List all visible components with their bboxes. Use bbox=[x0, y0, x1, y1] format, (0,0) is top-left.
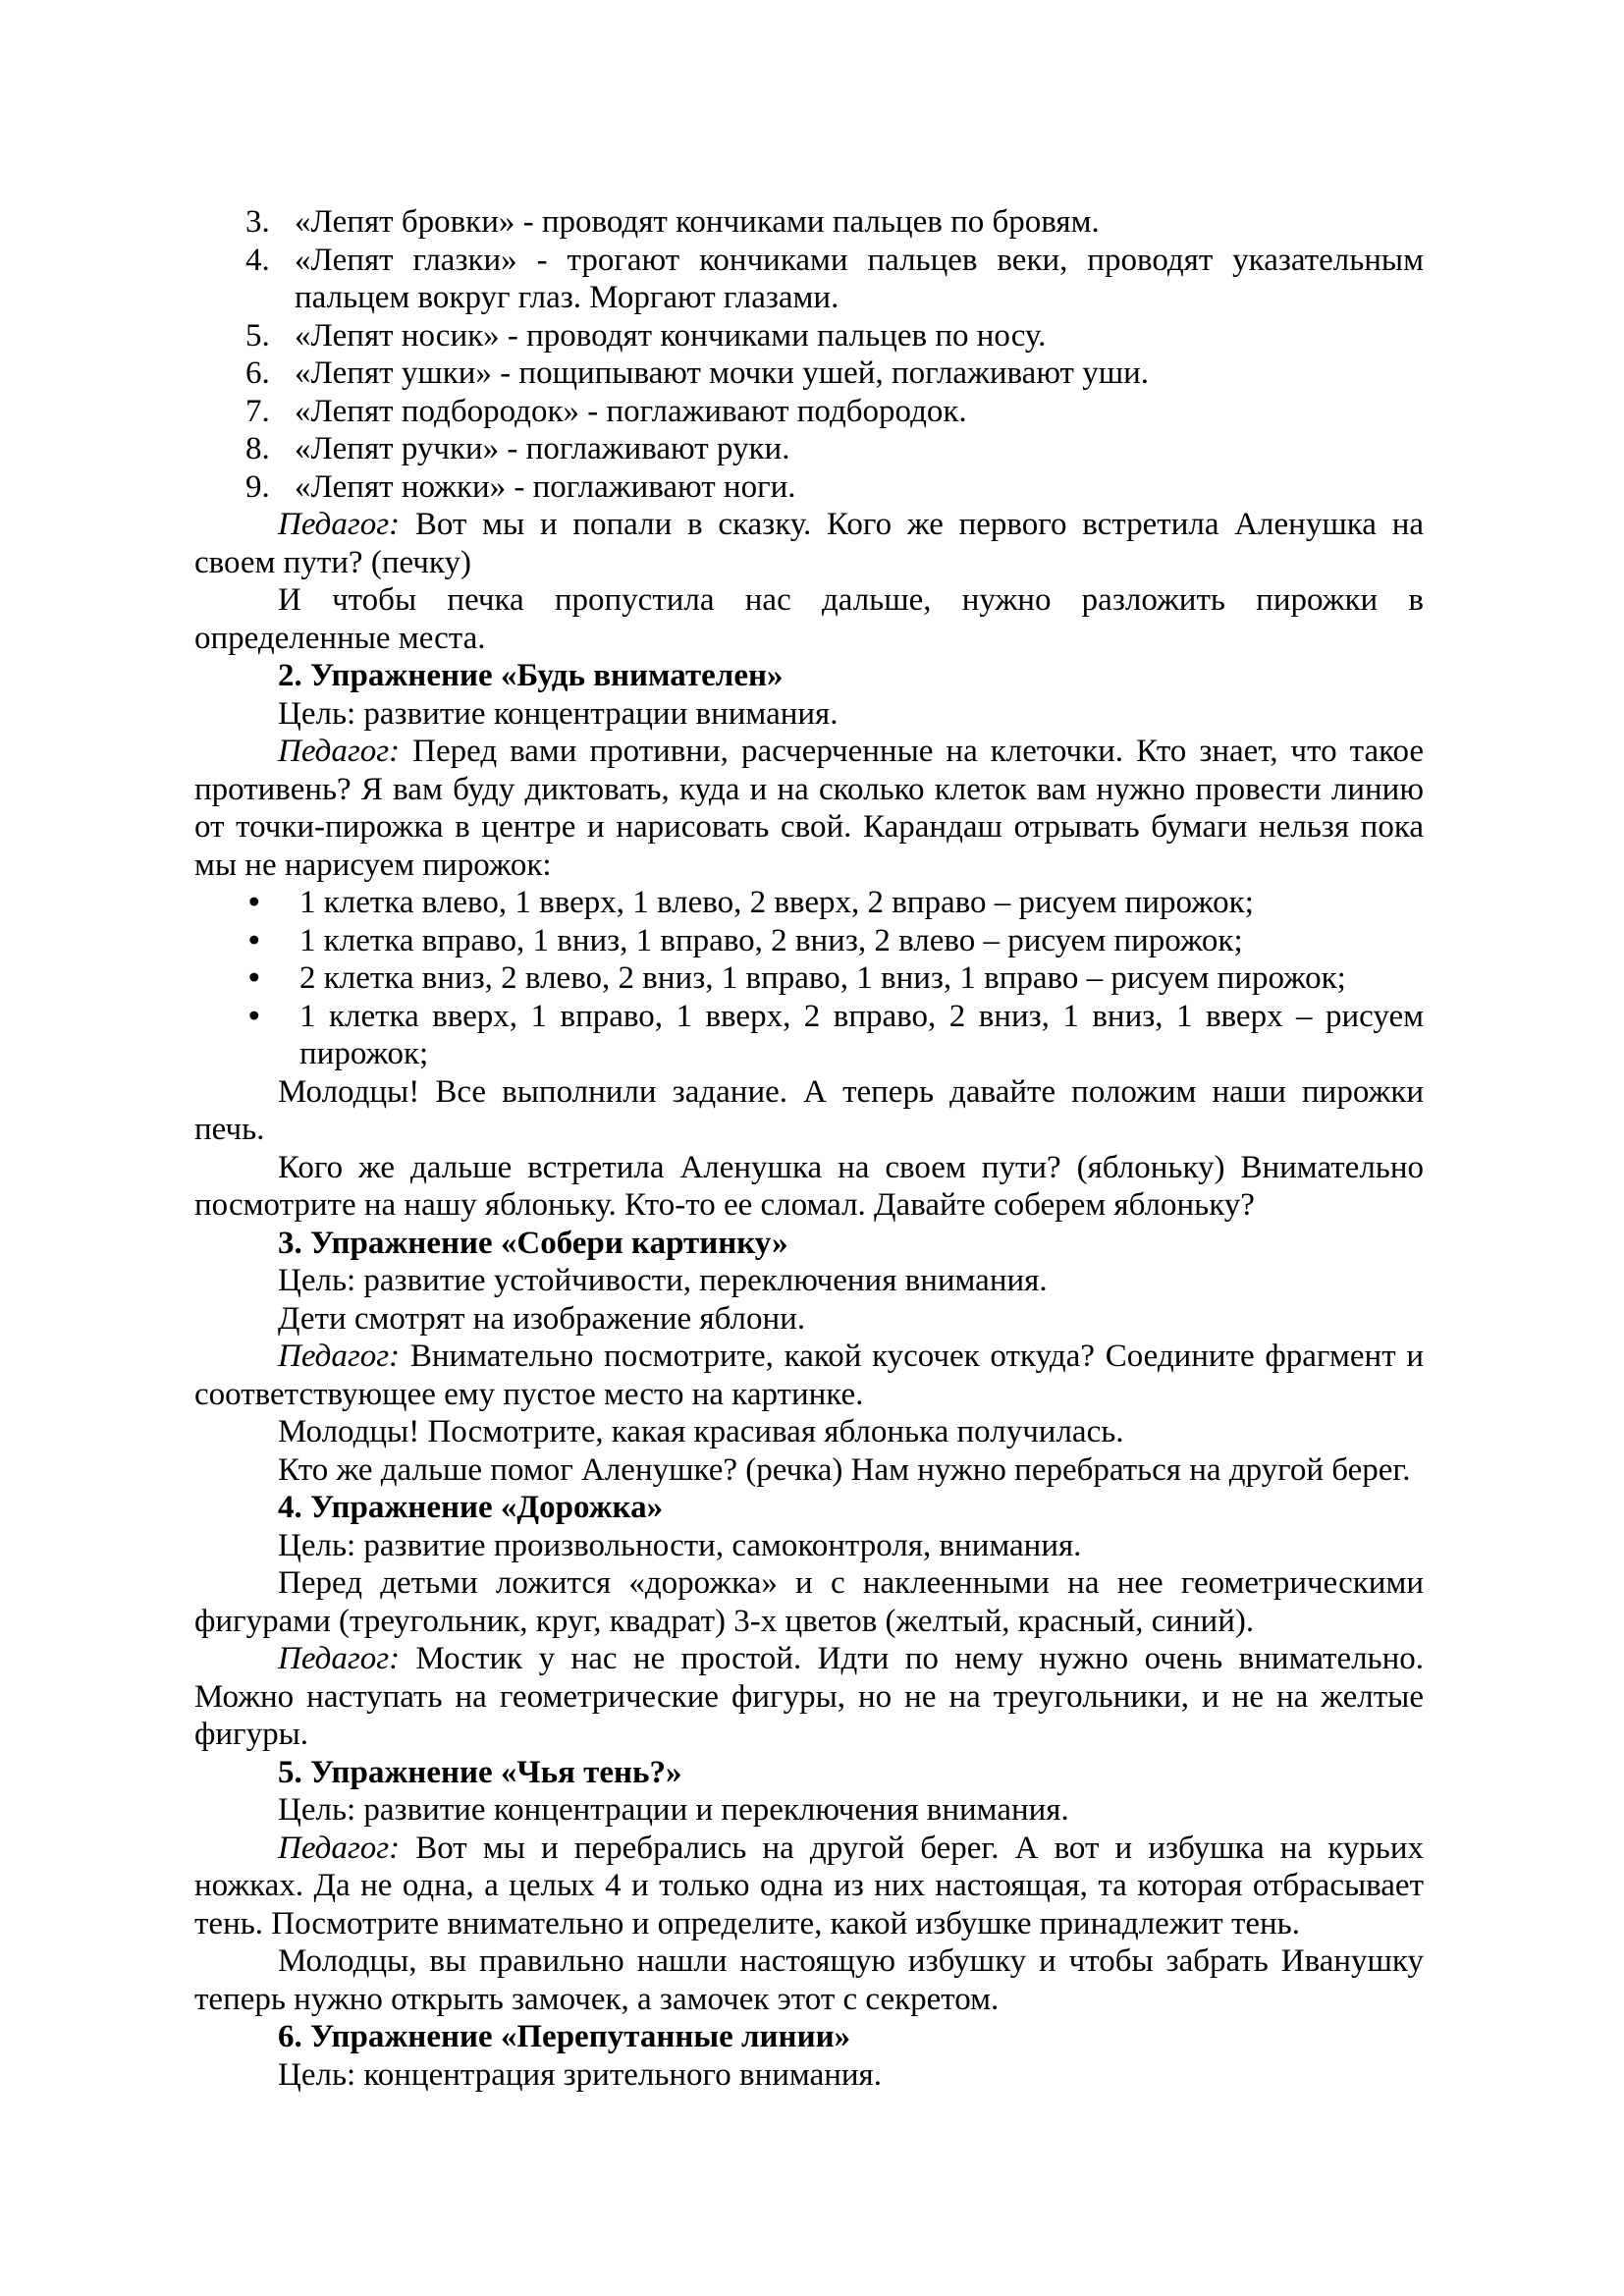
list-item-text: «Лепят глазки» - трогают кончиками пальцев веки, проводят указательным пальцем вокруг глаз. Моргают глазами. bbox=[295, 242, 1424, 315]
paragraph-text: Вот мы и попали в сказку. Кого же первого встретила Аленушка на своем пути? (печку) bbox=[194, 507, 1424, 580]
list-item-text: «Лепят ушки» - пощипывают мочки ушей, поглаживают уши. bbox=[295, 355, 1150, 391]
paragraph-lead-italic: Педагог: bbox=[278, 1830, 401, 1866]
list-item-text: 1 клетка влево, 1 вверх, 1 влево, 2 вверх, 2 вправо – рисуем пирожок; bbox=[299, 885, 1254, 920]
numbered-list-item bbox=[194, 203, 1424, 242]
list-item-text: 1 клетка вправо, 1 вниз, 1 вправо, 2 вниз, 2 влево – рисуем пирожок; bbox=[299, 922, 1243, 958]
list-number: 8. bbox=[245, 431, 270, 466]
list-number: 3. bbox=[245, 204, 270, 240]
bullet-icon: • bbox=[248, 922, 260, 958]
list-item-text: «Лепят бровки» - проводят кончиками пальцев по бровям. bbox=[295, 204, 1100, 240]
paragraph-text: Мостик у нас не простой. Идти по нему нужно очень внимательно. Можно наступать на геометрические фигуры, но не на треугольники, и не на желтые фигуры. bbox=[194, 1641, 1425, 1752]
bullet-list-item bbox=[194, 922, 1424, 960]
numbered-list-item bbox=[194, 393, 1424, 431]
list-number: 4. bbox=[245, 242, 270, 278]
bullet-list-item bbox=[194, 884, 1424, 922]
paragraph: Перед детьми ложится «дорожка» и с наклеенными на нее геометрическими фигурами (треугольник, круг, квадрат) 3-х цветов (желтый, красный, синий). bbox=[194, 1565, 1424, 1639]
paragraph-lead-italic: Педагог: bbox=[278, 1339, 401, 1374]
bullet-icon: • bbox=[248, 885, 260, 920]
list-item-text: «Лепят носик» - проводят кончиками пальцев по носу. bbox=[295, 317, 1047, 354]
list-number: 6. bbox=[245, 355, 270, 391]
list-item-text: 1 клетка вверх, 1 вправо, 1 вверх, 2 вправо, 2 вниз, 1 вниз, 1 вверх – рисуем пирожок; bbox=[299, 998, 1424, 1071]
paragraph bbox=[194, 1640, 1424, 1754]
list-item-text: «Лепят подбородок» - поглаживают подбородок. bbox=[295, 393, 967, 429]
section-heading: 4. Упражнение «Дорожка» bbox=[278, 1490, 664, 1525]
paragraph: Молодцы! Все выполнили задание. А теперь давайте положим наши пирожки печь. bbox=[194, 1073, 1424, 1147]
paragraph-text: Внимательно посмотрите, какой кусочек откуда? Соедините фрагмент и соответствующее ему пустое место на картинке. bbox=[194, 1339, 1424, 1412]
paragraph: Кто же дальше помог Аленушке? (речка) Нам нужно перебраться на другой берег. bbox=[278, 1451, 1411, 1488]
section-heading: 2. Упражнение «Будь внимателен» bbox=[278, 658, 784, 693]
paragraph: Цель: развитие устойчивости, переключения внимания. bbox=[278, 1263, 1048, 1298]
list-item-text: 2 клетка вниз, 2 влево, 2 вниз, 1 вправо, 1 вниз, 1 вправо – рисуем пирожок; bbox=[299, 960, 1346, 996]
list-item-text: «Лепят ручки» - поглаживают руки. bbox=[295, 431, 790, 466]
paragraph-text: Перед вами противни, расчерченные на клеточки. Кто знает, что такое противень? Я вам буду диктовать, куда и на сколько клеток вам нужно провести линию от точки-пирожка в центре и нарисовать свой. Карандаш отрывать бумаги нельзя пока мы не нарисуем пирожок: bbox=[194, 734, 1425, 883]
paragraph: Цель: развитие концентрации внимания. bbox=[278, 695, 839, 732]
paragraph-lead-italic: Педагог: bbox=[278, 1641, 401, 1676]
numbered-list-item bbox=[194, 242, 1424, 317]
paragraph-text: Вот мы и перебрались на другой берег. А вот и избушка на курьих ножках. Да не одна, а целых 4 и только одна из них настоящая, та которая отбрасывает тень. Посмотрите внимательно и определите, какой избушке принадлежит тень. bbox=[194, 1830, 1425, 1941]
section-heading: 3. Упражнение «Собери картинку» bbox=[278, 1225, 788, 1261]
paragraph: Цель: концентрация зрительного внимания. bbox=[278, 2056, 882, 2093]
list-number: 5. bbox=[245, 317, 270, 354]
numbered-list-item bbox=[194, 468, 1424, 507]
bullet-list-item bbox=[194, 959, 1424, 998]
paragraph: Дети смотрят на изображение яблони. bbox=[278, 1300, 806, 1337]
bullet-list-item bbox=[194, 998, 1424, 1073]
paragraph: Цель: развитие концентрации и переключения внимания. bbox=[278, 1792, 1069, 1828]
list-item-text: «Лепят ножки» - поглаживают ноги. bbox=[295, 468, 796, 505]
bullet-icon: • bbox=[248, 960, 260, 996]
numbered-list-item bbox=[194, 430, 1424, 468]
paragraph: Кого же дальше встретила Аленушка на своем пути? (яблоньку) Внимательно посмотрите на нашу яблоньку. Кто-то ее сломал. Давайте соберем яблоньку? bbox=[194, 1149, 1424, 1223]
paragraph-lead-italic: Педагог: bbox=[278, 734, 401, 769]
numbered-list-item bbox=[194, 355, 1424, 393]
paragraph: Молодцы! Посмотрите, какая красивая яблонька получилась. bbox=[278, 1414, 1124, 1449]
paragraph bbox=[194, 506, 1424, 581]
paragraph: Цель: развитие произвольности, самоконтроля, внимания. bbox=[278, 1527, 1082, 1563]
section-heading: 6. Упражнение «Перепутанные линии» bbox=[278, 2019, 851, 2054]
paragraph: Молодцы, вы правильно нашли настоящую избушку и чтобы забрать Иванушку теперь нужно открыть замочек, а замочек этот с секретом. bbox=[194, 1943, 1424, 2017]
list-number: 7. bbox=[245, 393, 270, 429]
paragraph bbox=[194, 1338, 1424, 1413]
paragraph-lead-italic: Педагог: bbox=[278, 507, 401, 542]
bullet-icon: • bbox=[248, 998, 260, 1034]
list-number: 9. bbox=[245, 468, 270, 505]
paragraph bbox=[194, 733, 1424, 884]
document-page bbox=[194, 203, 1424, 2094]
paragraph: И чтобы печка пропустила нас дальше, нужно разложить пирожки в определенные места. bbox=[194, 582, 1424, 656]
section-heading: 5. Упражнение «Чья тень?» bbox=[278, 1754, 682, 1790]
numbered-list-item bbox=[194, 317, 1424, 355]
paragraph bbox=[194, 1830, 1424, 1943]
